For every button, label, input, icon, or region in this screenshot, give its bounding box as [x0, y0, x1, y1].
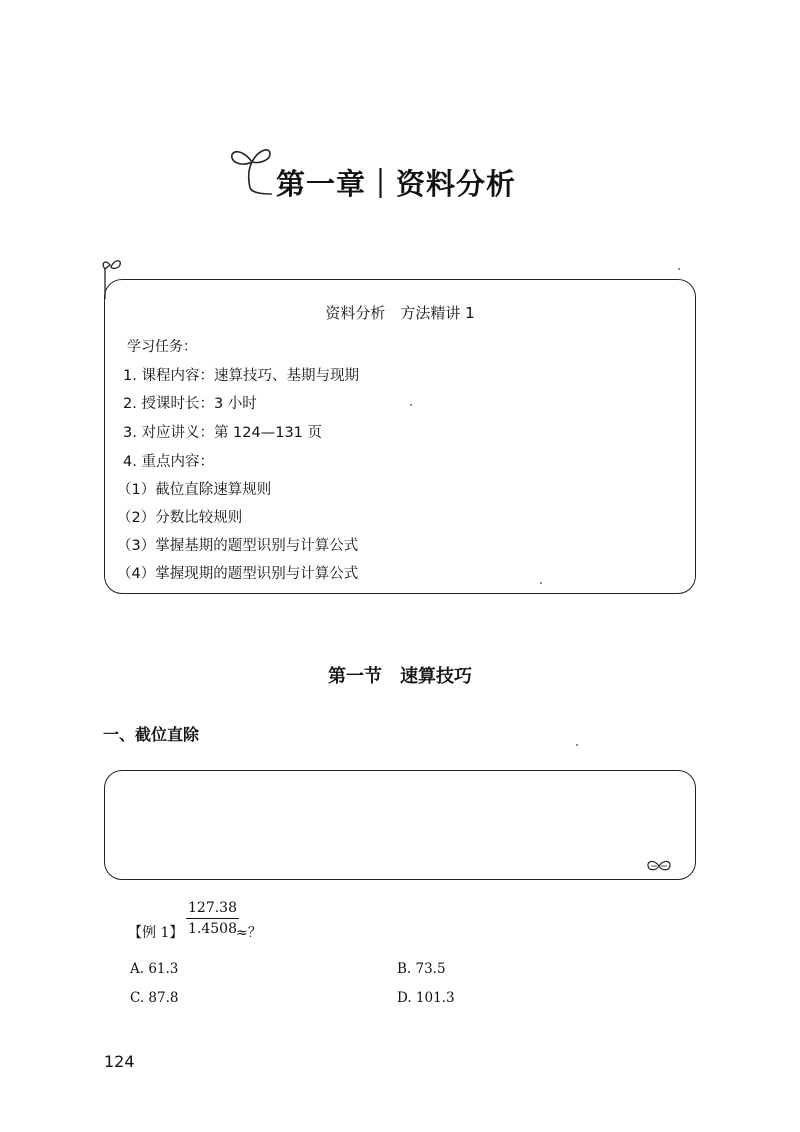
scan-speck — [678, 268, 680, 270]
example-fraction — [186, 900, 239, 937]
task-item-key-points: 4. 重点内容： — [123, 454, 214, 470]
scan-speck — [410, 404, 412, 406]
section-title: 第一节 速算技巧 — [328, 666, 472, 687]
approx-question: ≈？ — [236, 925, 262, 941]
key-point-2: （2）分数比较规则 — [117, 510, 243, 526]
page-number: 124 — [104, 1052, 135, 1071]
study-task-box — [104, 279, 696, 594]
task-item-course: 1. 课程内容：速算技巧、基期与现期 — [123, 368, 359, 384]
task-label: 学习任务： — [127, 339, 197, 355]
example-label: 【例 1】 — [128, 925, 184, 941]
task-item-handout: 3. 对应讲义：第 124—131 页 — [123, 425, 323, 441]
sprout-icon — [228, 140, 280, 196]
leaf-icon — [646, 858, 672, 874]
option-a: A. 61.3 — [130, 961, 179, 977]
fraction-bar — [186, 918, 239, 919]
key-point-4: （4）掌握现期的题型识别与计算公式 — [117, 566, 359, 582]
option-b: B. 73.5 — [397, 961, 446, 977]
fraction-denominator: 1.4508 — [188, 921, 237, 937]
scan-speck — [576, 744, 578, 746]
option-d: D. 101.3 — [397, 990, 455, 1006]
chapter-heading — [228, 140, 568, 210]
notes-box — [104, 770, 696, 880]
option-c: C. 87.8 — [130, 990, 179, 1006]
subsection-title: 一、截位直除 — [103, 725, 200, 744]
task-box-title: 资料分析 方法精讲 1 — [325, 304, 475, 322]
scan-speck — [540, 582, 542, 584]
key-point-3: （3）掌握基期的题型识别与计算公式 — [117, 538, 359, 554]
chapter-title: 第一章｜资料分析 — [276, 167, 517, 201]
key-point-1: （1）截位直除速算规则 — [117, 482, 272, 498]
task-item-duration: 2. 授课时长：3 小时 — [123, 396, 257, 412]
fraction-numerator: 127.38 — [188, 900, 237, 916]
